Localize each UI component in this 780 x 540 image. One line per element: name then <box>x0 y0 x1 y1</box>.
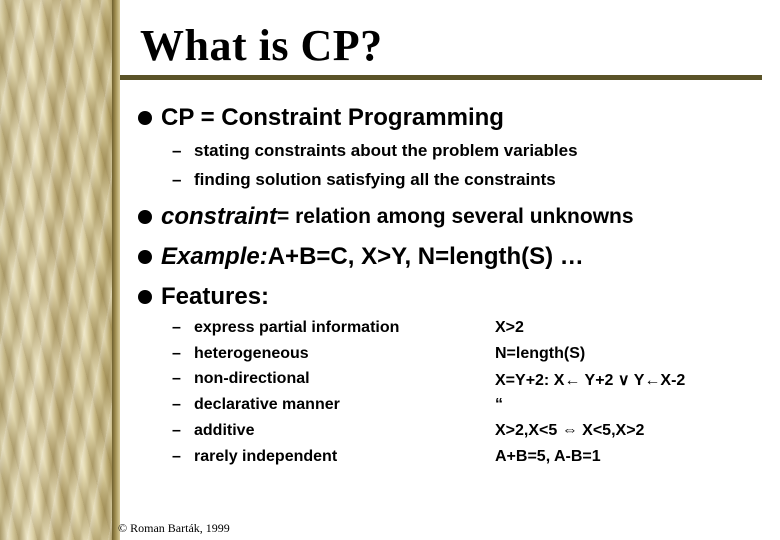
bullet-dot <box>138 290 152 304</box>
dash-marker: – <box>172 422 181 439</box>
bullet-dot <box>138 210 152 224</box>
bullet-example <box>138 243 584 271</box>
copyright-footer: © Roman Barták, 1999 <box>118 521 230 535</box>
title-underline <box>120 75 762 80</box>
feature-text: declarative manner <box>194 396 340 413</box>
bullet-constraint <box>138 203 634 231</box>
dash-marker: – <box>172 170 182 189</box>
feature-text: express partial information <box>194 319 400 336</box>
feature-item <box>172 448 337 466</box>
feature-text: heterogeneous <box>194 345 309 362</box>
constraint-term: constraint <box>161 203 278 230</box>
bullet-cp <box>138 104 504 132</box>
feature-example: A+B=5, A-B=1 <box>495 448 601 465</box>
feature-example: N=length(S) <box>495 345 586 362</box>
feature-item <box>172 345 309 363</box>
decorative-marble-strip <box>0 0 112 540</box>
bullet-cp-text: CP = Constraint Programming <box>161 104 504 131</box>
decorative-strip-edge <box>112 0 120 540</box>
feature-example: X=Y+2: X← Y+2 ∨ Y←X-2 <box>495 372 686 389</box>
feature-example: X>2 <box>495 319 524 336</box>
sub-item <box>172 141 578 161</box>
feature-text: additive <box>194 422 255 439</box>
sub-item-text: finding solution satisfying all the constraints <box>194 170 556 189</box>
bullet-dot <box>138 250 152 264</box>
dash-marker: – <box>172 370 181 387</box>
slide-title: What is CP? <box>140 21 383 70</box>
feature-item <box>172 319 399 337</box>
dash-marker: – <box>172 319 181 336</box>
sub-item <box>172 170 556 190</box>
bullet-dot <box>138 111 152 125</box>
sub-item-text: stating constraints about the problem variables <box>194 141 578 160</box>
feature-item <box>172 396 340 414</box>
dash-marker: – <box>172 396 181 413</box>
bullet-features <box>138 283 269 311</box>
feature-example: “ <box>495 396 503 413</box>
feature-item <box>172 422 254 440</box>
feature-text: rarely independent <box>194 448 338 465</box>
feature-item <box>172 370 310 388</box>
constraint-definition: = relation among several unknowns <box>277 205 634 228</box>
features-heading: Features: <box>161 283 270 310</box>
dash-marker: – <box>172 448 181 465</box>
example-term: Example: <box>161 243 268 270</box>
feature-text: non-directional <box>194 370 310 387</box>
example-text: A+B=C, X>Y, N=length(S) … <box>267 243 584 270</box>
feature-example: X>2,X<5 ⇔ X<5,X>2 <box>495 422 645 439</box>
dash-marker: – <box>172 141 182 160</box>
dash-marker: – <box>172 345 181 362</box>
